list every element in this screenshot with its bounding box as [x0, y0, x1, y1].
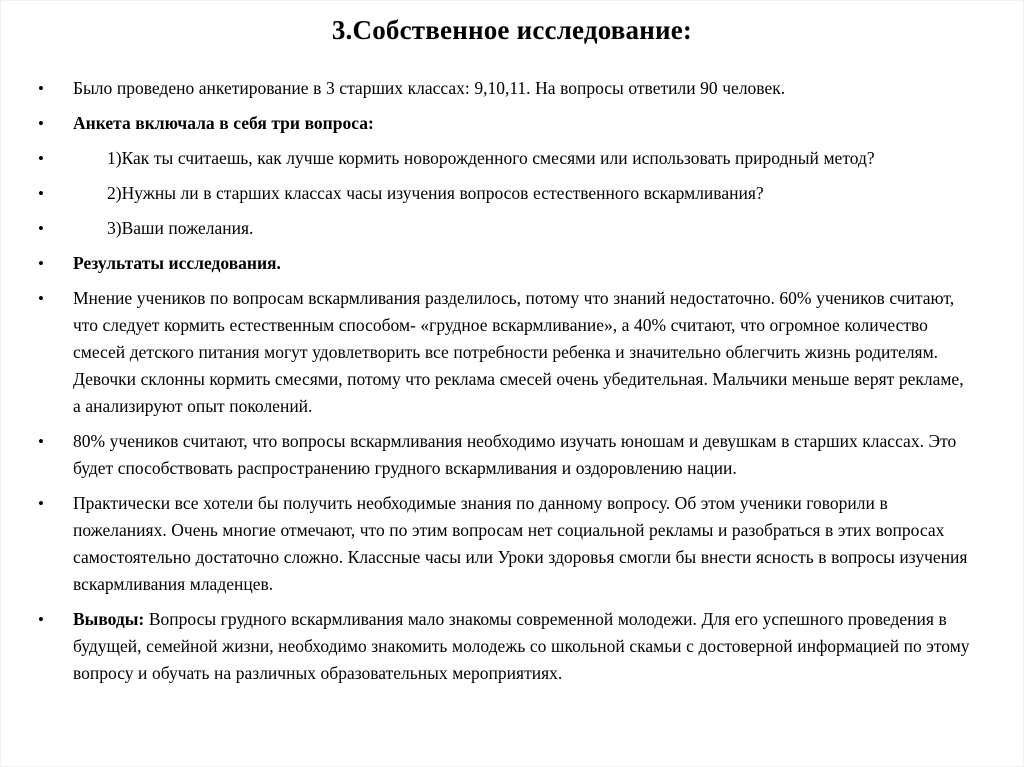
list-item-text: Результаты исследования. — [73, 253, 281, 273]
list-item — [1, 215, 1023, 242]
page-title: 3.Собственное исследование: — [331, 15, 693, 45]
list-item — [1, 110, 1023, 137]
list-item — [1, 145, 1023, 172]
bullet-dot-icon: • — [38, 79, 44, 98]
list-item-text: Практически все хотели бы получить необходимые знания по данному вопросу. Об этом ученики говорили в пожеланиях. Очень многие отмечают, что по этим вопросам нет социальной рекламы и разобраться в этих вопросах самостоятельно достаточно сложно. Классные часы или Уроки здоровья смогли бы внести ясность в вопросы изучения вскармливания младенцев. — [73, 493, 968, 594]
list-item — [1, 75, 1023, 102]
bullet-dot-icon: • — [38, 432, 44, 451]
list-item — [1, 428, 1023, 482]
bullet-dot-icon: • — [38, 289, 44, 308]
list-item-text: 3)Ваши пожелания. — [107, 218, 254, 238]
list-item-text: 1)Как ты считаешь, как лучше кормить новорожденного смесями или использовать природный метод? — [107, 148, 875, 168]
bullet-dot-icon: • — [38, 219, 44, 238]
slide-bullet-list — [1, 75, 1023, 687]
list-item-text: Мнение учеников по вопросам вскармливания разделилось, потому что знаний недостаточно. 60% учеников считают, что следует кормить естественным способом- «грудное вскармливание», а 40% считают, что огромное количество смесей детского питания могут удовлетворить все потребности ребенка и значительно облегчить жизнь родителям. Девочки склонны кормить смесями, потому что реклама смесей очень убедительная. Мальчики меньше верят рекламе, а анализируют опыт поколений. — [73, 288, 964, 416]
bullet-dot-icon: • — [38, 149, 44, 168]
list-item-text: Было проведено анкетирование в 3 старших классах: 9,10,11. На вопросы ответили 90 человек. — [73, 78, 786, 98]
list-item-text: 80% учеников считают, что вопросы вскармливания необходимо изучать юношам и девушкам в старших классах. Это будет способствовать распространению грудного вскармливания и оздоровлению нации. — [73, 431, 957, 478]
list-item-text: Анкета включала в себя три вопроса: — [73, 113, 374, 133]
list-item — [1, 250, 1023, 277]
list-item — [1, 490, 1023, 598]
bullet-dot-icon: • — [38, 114, 44, 133]
list-item-lead: Выводы: — [73, 609, 145, 629]
bullet-dot-icon: • — [38, 610, 44, 629]
bullet-dot-icon: • — [38, 254, 44, 273]
bullet-dot-icon: • — [38, 494, 44, 513]
list-item-text: 2)Нужны ли в старших классах часы изучения вопросов естественного вскармливания? — [107, 183, 764, 203]
list-item — [1, 285, 1023, 420]
list-item — [1, 180, 1023, 207]
list-item-body: Вопросы грудного вскармливания мало знакомы современной молодежи. Для его успешного проведения в будущей, семейной жизни, необходимо знакомить молодежь со школьной скамьи с достоверной информацией по этому вопросу и обучать на различных образовательных мероприятиях. — [73, 609, 970, 683]
list-item-text — [73, 606, 975, 687]
list-item — [1, 606, 1023, 687]
bullet-dot-icon: • — [38, 184, 44, 203]
